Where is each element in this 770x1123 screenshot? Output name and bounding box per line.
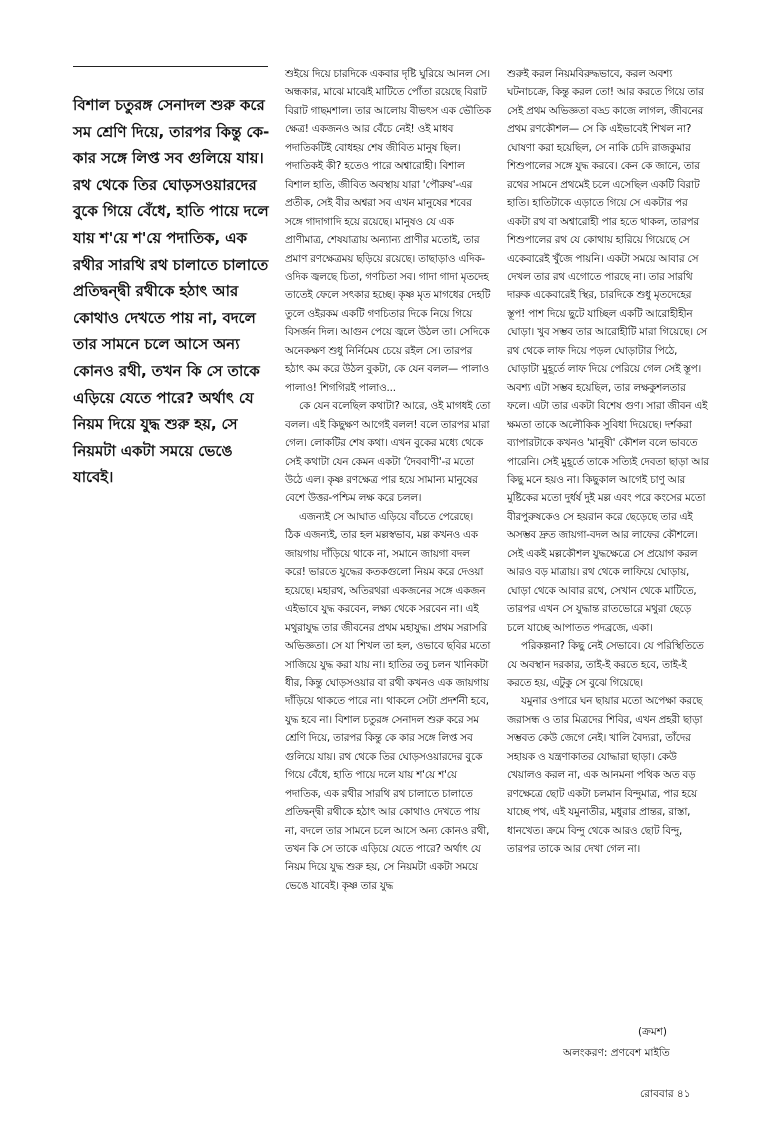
text-column-2: [507, 65, 709, 858]
pull-quote: বিশাল চতুরঙ্গ সেনাদল শুরু করে সম শ্রেণি দিয়ে, তারপর কিন্তু কে-কার সঙ্গে লিপ্ত সব গুলিয়ে যায়। রথ থেকে তির ঘোড়সওয়ারদের বুকে গিয়ে বেঁধে, হাতি পায়ে দলে যায় শ'য়ে শ'য়ে পদাতিক, এক রথীর সারথি রথ চালাতে চালাতে প্রতিদ্বন্দ্বী রথীকে হঠাৎ আর কোথাও দেখতে পায় না, বদলে তার সামনে চলে আসে অন্য কোনও রথী, তখন কি সে তাকে এড়িয়ে যেতে পারে? অর্থাৎ যে নিয়ম দিয়ে যুদ্ধ শুরু হয়, সে নিয়মটা একটা সময়ে ভেঙে যাবেই।: [73, 96, 270, 487]
text-column-1: [285, 65, 491, 895]
paragraph: যমুনার ওপারে ঘন ছায়ার মতো অপেক্ষা করছে জরাসন্ধ ও তার মিত্রদের শিবির, এখন প্রহরী ছাড়া সম্ভবত কেউ জেগে নেই। খালি বৈদ্যরা, তাঁদের সহায়ক ও যন্ত্রণাকাতর যোদ্ধারা ছাড়া। কেউ খেয়ালও করল না, এক আনমনা পথিক অত বড় রণক্ষেত্রে ছোট একটা চলমান বিন্দুমাত্র, পার হয়ে যাচ্ছে পথ, এই যমুনাতীর, মধুরার প্রান্তর, রাস্তা, ধানখেত। ক্রমে বিন্দু থেকে আরও ছোট বিন্দু, তারপর তাকে আর দেখা গেল না।: [507, 695, 703, 856]
paragraph: কে যেন বলেছিল কথাটা? আরে, ওই মাগধই তো বলল। এই কিছুক্ষণ আগেই বলল! বলে তারপর মারা গেল। লোকটির শেষ কথা। এখন বুকের মধ্যে থেকে সেই কথাটা যেন কেমন একটা 'দৈববাণী'-র মতো উঠে এল। কৃষ্ণ রণক্ষেত্র পার হয়ে সামান্য মানুষের বেশে উত্তর-পশ্চিম লক্ষ করে চলল।: [285, 400, 491, 505]
pull-quote-rule: [73, 66, 268, 67]
paragraph: এজন্যই সে আঘাত এড়িয়ে বাঁচতে পেরেছে। ঠিক এজন্যই, তার হল মল্লস্বভাব, মল্ল কখনও এক জায়গায় দাঁড়িয়ে থাকে না, সমানে জায়গা বদল করে! ভারতে যুদ্ধের কতকগুলো নিয়ম করে দেওয়া হয়েছে। মহারথ, অতিরথরা একজনের সঙ্গে একজন এইভাবে যুদ্ধ করবেন, লক্ষ্য থেকে সরবেন না। এই মথুরাযুদ্ধ তার জীবনের প্রথম মহাযুদ্ধ। প্রথম সরাসরি অভিজ্ঞতা। সে যা শিখল তা হল, ওভাবে ছবির মতো সাজিয়ে যুদ্ধ করা যায় না। হাতির তবু চলন খানিকটা ধীর, কিন্তু ঘোড়সওয়ার বা রথী কখনও এক জায়গায় দাঁড়িয়ে থাকতে পারে না। থাকলে সেটা প্রদর্শনী হবে, যুদ্ধ হবে না। বিশাল চতুরঙ্গ সেনাদল শুরু করে সম শ্রেণি দিয়ে, তারপর কিন্তু কে কার সঙ্গে লিপ্ত সব গুলিয়ে যায়। রথ থেকে তির ঘোড়সওয়ারদের বুকে গিয়ে বেঁধে, হাতি পায়ে দলে যায় শ'য়ে শ'য়ে পদাতিক, এক রথীর সারথি রথ চালাতে চালাতে প্রতিদ্বন্দ্বী রথীকে হঠাৎ আর কোথাও দেখতে পায় না, বদলে তার সামনে চলে আসে অন্য কোনও রথী, তখন কি সে তাকে এড়িয়ে যেতে পারে? অর্থাৎ যে নিয়ম দিয়ে যুদ্ধ শুরু হয়, সে নিয়মটা একটা সময়ে ভেঙে যাবেই। কৃষ্ণ তার যুদ্ধ: [285, 510, 491, 892]
page-footer: রোববার ৪১: [640, 1088, 691, 1100]
continued-note: (ক্রমশ): [638, 1026, 668, 1038]
paragraph: শুইয়ে দিয়ে চারদিকে একবার দৃষ্টি ঘুরিয়ে আনল সে। অন্ধকার, মাঝে মাঝেই মাটিতে পোঁতা রয়েছে বিরাট বিরাট গাছমশাল। তার আলোয় বীভৎস এক ভৌতিক ক্ষেত্র! একজনও আর বেঁচে নেই! ওই মাধব পদাতিকটিই বোধহয় শেষ জীবিত মানুষ ছিল। পদাতিকই কী? হতেও পারে অশ্বারোহী। বিশাল বিশাল হাতি, জীবিত অবস্থায় যারা 'পৌরুষ'-এর প্রতীক, সেই বীর অশ্বরা সব এখন মানুষের শবের সঙ্গে গাদাগাদি হয়ে রয়েছে। মানুষও যে এক প্রাণীমাত্র, শেষযাত্রায় অন্যান্য প্রাণীর মতোই, তার প্রমাণ রণক্ষেত্রময় ছড়িয়ে রয়েছে। তাছাড়াও এদিক-ওদিক জ্বলছে চিতা, গণচিতা সব। গাদা গাদা মৃতদেহ তাতেই ফেলে সৎকার হচ্ছে। কৃষ্ণ মৃত মাগধের দেহটি তুলে ওইরকম একটি গণচিতার দিকে নিয়ে গিয়ে বিসর্জন দিল। আগুন পেয়ে জ্বলে উঠল তা। সেদিকে অনেকক্ষণ শুধু নির্নিমেষ চেয়ে রইল সে। তারপর হঠাৎ কম করে উঠল বুকটা, কে যেন বলল— পালাও পালাও! শিগগিরই পালাও...: [285, 68, 491, 394]
illustration-credit: অলংকরণ: প্রণবেশ মাইতি: [563, 1047, 670, 1059]
paragraph: পরিকল্পনা? কিছু নেই সেভাবে। যে পরিস্থিতিতে যে অবস্থান দরকার, তাই-ই করতে হবে, তাই-ই করতে হয়, এটুকু সে বুঝে গিয়েছে।: [507, 640, 704, 689]
paragraph: শুরুই করল নিয়মবিরুদ্ধভাবে, করল অবশ্য ঘটনাচক্রে, কিন্তু করল তো! আর করতে গিয়ে তার সেই প্রথম অভিজ্ঞতা বড্ড কাজে লাগল, জীবনের প্রথম রণকৌশল— সে কি এইভাবেই শিখল না? ঘোষণা করা হয়েছিল, সে নাকি চেদি রাজকুমার শিশুপালের সঙ্গে যুদ্ধ করবে। কেন কে জানে, তার রথের সামনে প্রথমেই চলে এসেছিল একটি বিরাট হাতি। হাতিটাকে এড়াতে গিয়ে সে একটার পর একটা রথ বা অশ্বারোহী পার হতে থাকল, তারপর শিশুপালের রথ যে কোথায় হারিয়ে গিয়েছে সে একেবারেই খুঁজে পায়নি। একটা সময়ে আবার সে দেখল তার রথ এগোতে পারছে না। তার সারথি দারুক একেবারেই স্থির, চারদিকে শুধু মৃতদেহের স্তূপ! পাশ দিয়ে ছুটে যাচ্ছিল একটি আরোহীহীন ঘোড়া। খুব সম্ভব তার আরোহীটি মারা গিয়েছে। সে রথ থেকে লাফ দিয়ে পড়ল ঘোড়াটার পিঠে, ঘোড়াটা মুহূর্তে লাফ দিয়ে পেরিয়ে গেল সেই স্তূপ। অবশ্য এটা সম্ভব হয়েছিল, তার লক্ষকুশলতার ফলে। এটা তার একটা বিশেষ গুণ। সারা জীবন এই ক্ষমতা তাকে অলৌকিক সুবিধা দিয়েছে। দর্শকরা ব্যাপারটাকে কখনও 'মানুষী' কৌশল বলে ভাবতে পারেনি। সেই মুহূর্তে তাকে সত্যিই দেবতা ছাড়া আর কিছু মনে হয়ও না। কিছুকাল আগেই চাণু আর মুষ্টিকের মতো দুর্ধর্ষ দুই মল্ল এবং পরে কংসের মতো বীরপুরুষকেও সে হয়রান করে ছেড়েছে তার এই অসম্ভব দ্রুত জায়গা-বদল আর লাফের কৌশলে। সেই একই মল্লকৌশল যুদ্ধক্ষেত্রে সে প্রয়োগ করল আরও বড় মাত্রায়। রথ থেকে লাফিয়ে ঘোড়ায়, ঘোড়া থেকে আবার রথে, সেখান থেকে মাটিতে, তারপর এখন সে যুদ্ধান্ত রাতভোরে মথুরা ছেড়ে চলে যাচ্ছে আপাতত পদব্রজে, একা।: [507, 68, 709, 634]
